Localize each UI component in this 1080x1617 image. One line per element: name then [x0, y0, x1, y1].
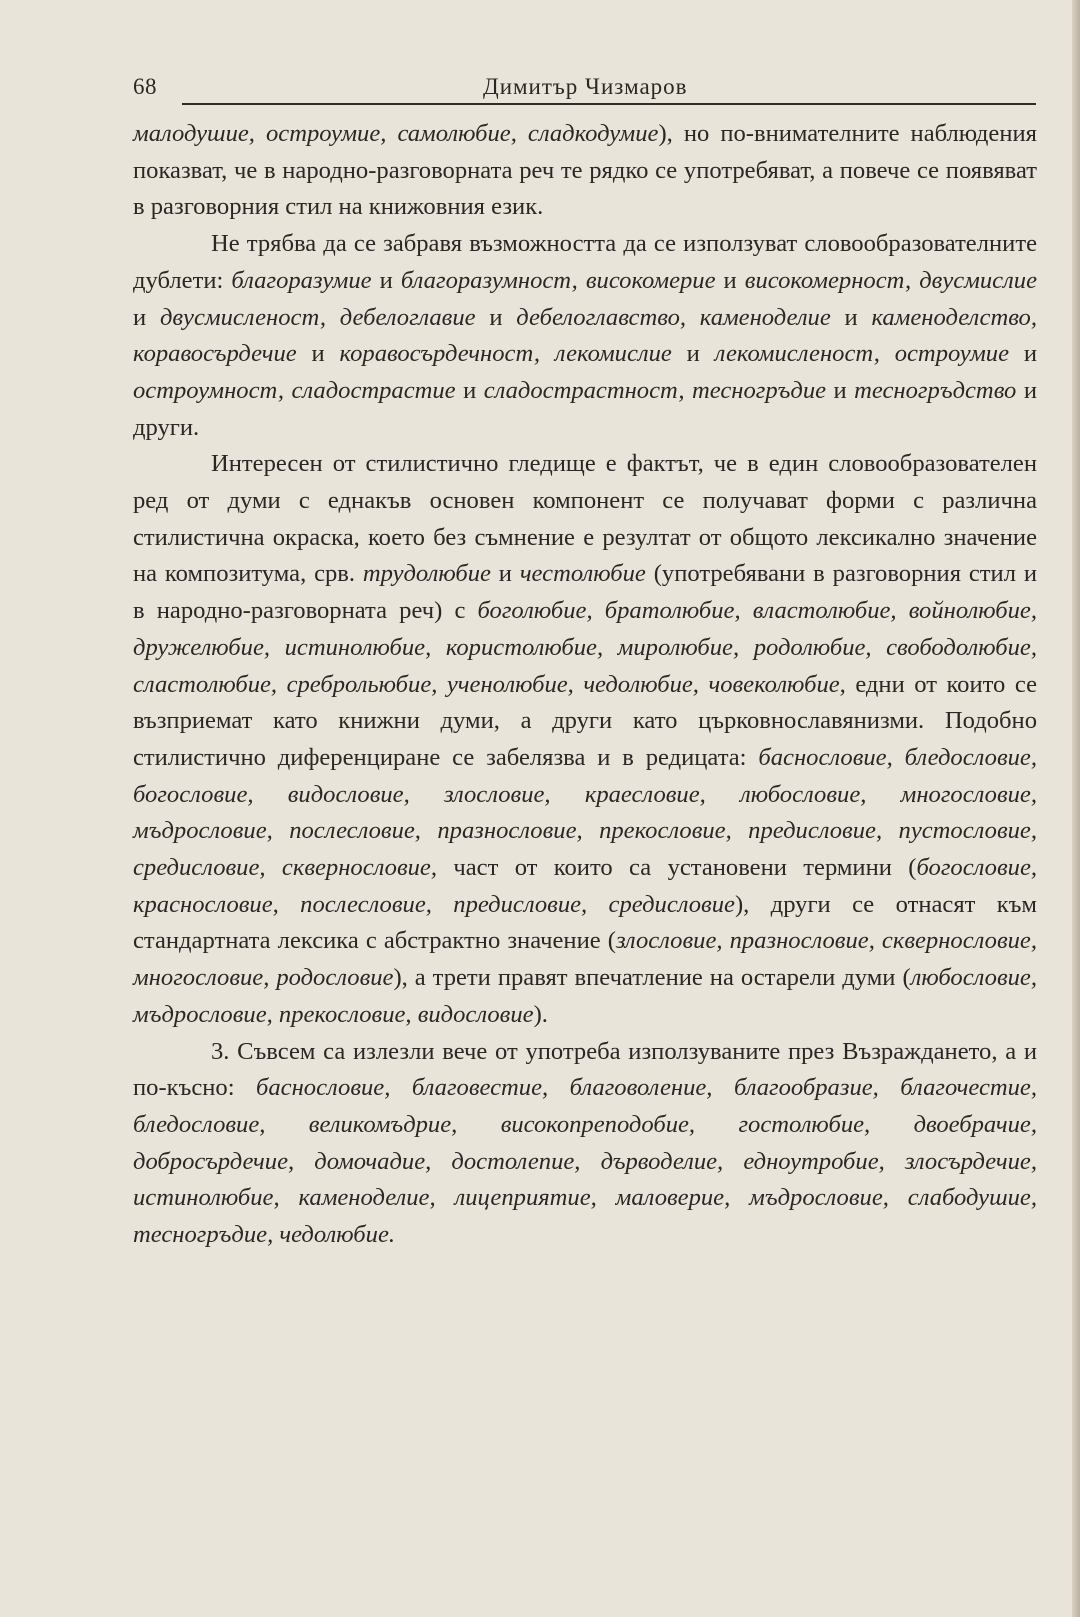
- paragraph-1: [133, 116, 1037, 226]
- italic-term-run: баснословие, бледословие, богословие, видословие, злословие, краесловие, любословие, многословие, мъдрословие, послесловие, празнословие, прекословие, предисловие, пустословие, средисловие, сквернословие,: [133, 743, 1037, 882]
- text-run: и: [671, 340, 715, 368]
- text-run: ), но по-внимателните наблюдения показват, че в народно-разговорната реч те рядко се употребяват, а повече се появяват в разговорния стил на книжовния език.: [133, 120, 1037, 221]
- text-run: и: [371, 266, 401, 294]
- text-run: и: [715, 266, 745, 294]
- text-run: и други.: [133, 376, 1037, 441]
- text-run: Не трябва да се забравя възможността да се използуват словообразователните дублети:: [133, 230, 1037, 294]
- text-run: и: [490, 560, 520, 588]
- page-number: 68: [133, 74, 157, 99]
- italic-term-run: богословие, краснословие, послесловие, предисловие, средисловие: [133, 854, 1038, 918]
- italic-term-run: каменоделство, коравосърдечие: [133, 303, 1037, 368]
- running-header-author: Димитър Чизмаров: [483, 74, 688, 99]
- italic-term-run: любословие, мъдрословие, прекословие, видословие: [133, 964, 1037, 1028]
- text-run: и: [826, 376, 855, 404]
- italic-term-run: благоразумие: [231, 266, 372, 294]
- text-run: и: [1009, 340, 1037, 368]
- text-run: и: [455, 376, 484, 404]
- italic-term-run: боголюбие, братолюбие, властолюбие, войнолюбие, дружелюбие, истинолюбие, користолюбие, миролюбие, родолюбие, свободолюбие, сластолюбие, среброльюбие, ученолюбие, чедолюбие, човеколюбие,: [133, 597, 1038, 698]
- italic-term-run: честолюбие: [519, 560, 646, 588]
- italic-term-run: малодушие, остроумие, самолюбие, сладкодумие: [133, 120, 659, 147]
- text-run: и: [830, 303, 872, 331]
- paragraph-2: [133, 226, 1037, 446]
- paragraph-4: [133, 1034, 1037, 1254]
- italic-term-run: баснословие, благовестие, благоволение, благообразие, благочестие, бледословие, великомъдрие, високопреподобие, гостолюбие, двоебрачие, добросърдечие, домочадие, достолепие, дърводелие, едноутробие, злосърдечие, истинолюбие, каменоделие, лицеприятие, маловерие, мъдрословие, слабодушие, тесногръдие, чедолюбие.: [133, 1074, 1037, 1249]
- italic-term-run: сладострастност, тесногръдие: [483, 376, 827, 404]
- italic-term-run: коравосърдечност, лекомислие: [339, 340, 672, 368]
- page-body: [133, 116, 1037, 1254]
- text-run: 3. Съвсем са излезли вече от употреба използуваните през Възраждането, а и по-късно:: [133, 1037, 1037, 1102]
- italic-term-run: високомерност, двусмислие: [744, 266, 1037, 294]
- text-run: и: [133, 303, 160, 331]
- italic-term-run: благоразумност, високомерие: [400, 266, 716, 294]
- text-run: едни от които се възприемат като книжни думи, а други като църковнославянизми. Подобно стилистично диференциране се забелязва и в редицата:: [133, 670, 1037, 771]
- book-spine-edge: [1072, 0, 1080, 1617]
- text-run: част от които са установени термини (: [437, 854, 917, 882]
- italic-term-run: лекомисленост, остроумие: [714, 340, 1010, 368]
- text-run: ), други се отнасят към стандартната лексика с абстрактно значение (: [133, 890, 1037, 955]
- text-run: и: [296, 340, 340, 368]
- italic-term-run: дебелоглавство, каменоделие: [516, 303, 831, 331]
- text-run: Интересен от стилистично гледище е фактът, че в един словообразователен ред от думи с еднакъв основен компонент се получават форми с различна стилистична окраска, което без съмнение е резултат от общото лексикално значение на композитума, срв.: [133, 450, 1037, 588]
- paragraph-3: [133, 446, 1037, 1033]
- italic-term-run: трудолюбие: [362, 560, 491, 588]
- italic-term-run: остроумност, сладострастие: [133, 376, 456, 404]
- text-run: ), а трети правят впечатление на остарели думи (: [393, 964, 911, 992]
- text-run: и: [475, 303, 517, 331]
- italic-term-run: тесногръдство: [854, 376, 1017, 404]
- header-rule: [182, 103, 1036, 105]
- text-run: ).: [533, 1000, 548, 1028]
- text-run: (употребявани в разговорния стил и в народно-разговорната реч) с: [133, 560, 1037, 625]
- italic-term-run: злословие, празнословие, сквернословие, многословие, родословие: [133, 927, 1037, 992]
- running-header: [133, 74, 1038, 106]
- italic-term-run: двусмисленост, дебелоглавие: [159, 303, 476, 331]
